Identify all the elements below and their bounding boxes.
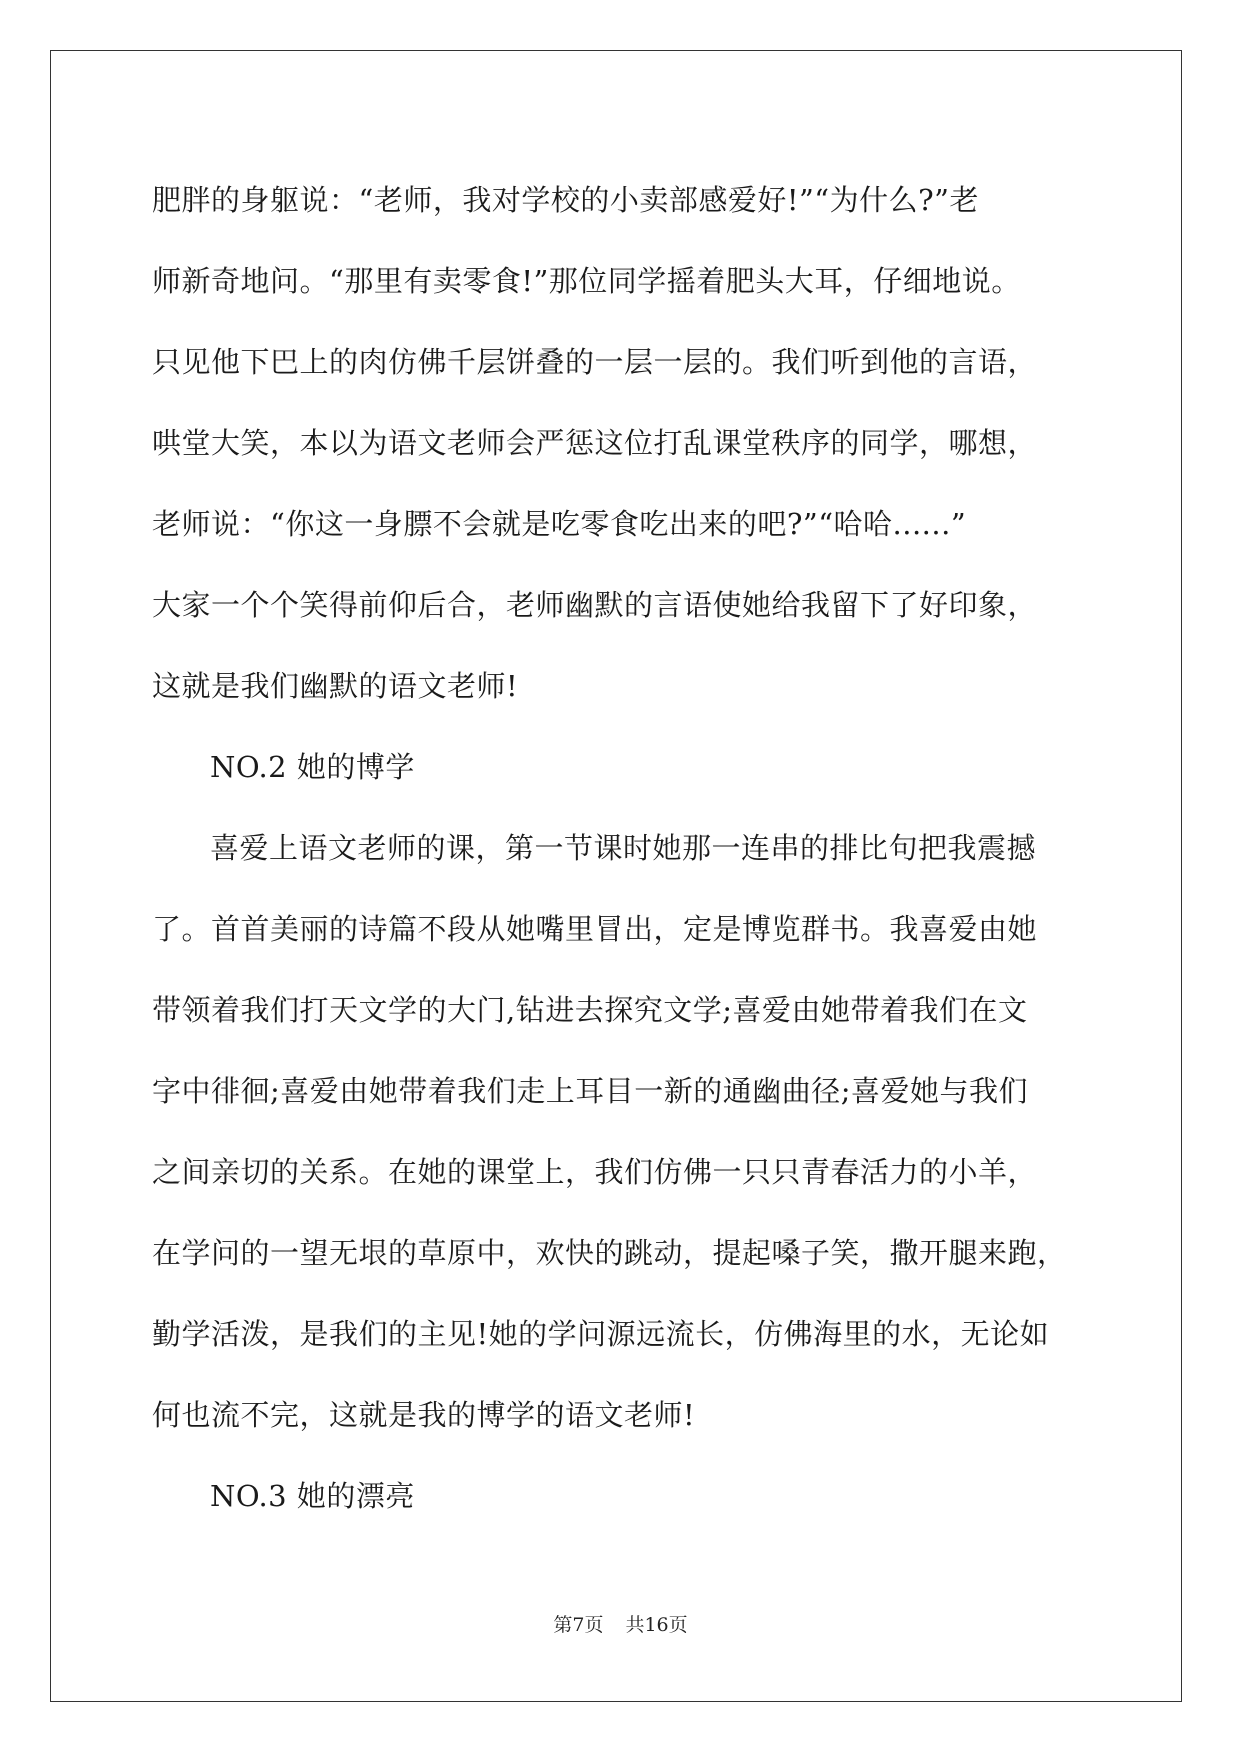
text-line: 之间亲切的关系。在她的课堂上，我们仿佛一只只青春活力的小羊， xyxy=(152,1155,1038,1189)
text-line: 肥胖的身躯说：“老师，我对学校的小卖部感爱好!”“为什么?”老 xyxy=(152,183,980,217)
section-heading: NO.3 她的漂亮 xyxy=(210,1479,415,1513)
text-line: 带领着我们打天文学的大门,钻进去探究文学;喜爱由她带着我们在文 xyxy=(152,993,1028,1027)
text-line: 在学问的一望无垠的草原中，欢快的跳动，提起嗓子笑，撒开腿来跑， xyxy=(152,1236,1067,1270)
text-line: 师新奇地问。“那里有卖零食!”那位同学摇着肥头大耳，仔细地说。 xyxy=(152,264,1021,298)
text-line: 勤学活泼，是我们的主见!她的学问源远流长，仿佛海里的水，无论如 xyxy=(152,1317,1050,1351)
text-line: 字中徘徊;喜爱由她带着我们走上耳目一新的通幽曲径;喜爱她与我们 xyxy=(152,1074,1029,1108)
text-line: 大家一个个笑得前仰后合，老师幽默的言语使她给我留下了好印象， xyxy=(152,588,1038,622)
text-line: 哄堂大笑，本以为语文老师会严惩这位打乱课堂秩序的同学，哪想， xyxy=(152,426,1038,460)
text-line: 了。首首美丽的诗篇不段从她嘴里冒出，定是博览群书。我喜爱由她 xyxy=(152,912,1038,946)
text-line: 何也流不完，这就是我的博学的语文老师! xyxy=(152,1398,696,1432)
text-line: 老师说：“你这一身膘不会就是吃零食吃出来的吧?”“哈哈......” xyxy=(152,507,967,541)
page-total: 共16页 xyxy=(625,1614,688,1636)
text-line: 只见他下巴上的肉仿佛千层饼叠的一层一层的。我们听到他的言语， xyxy=(152,345,1038,379)
section-heading: NO.2 她的博学 xyxy=(210,750,415,784)
text-line: 这就是我们幽默的语文老师! xyxy=(152,669,519,703)
text-line: 喜爱上语文老师的课，第一节课时她那一连串的排比句把我震撼 xyxy=(210,831,1037,865)
page-footer xyxy=(0,1610,1241,1637)
document-body xyxy=(152,160,1098,1537)
page-number: 第7页 xyxy=(553,1614,604,1636)
